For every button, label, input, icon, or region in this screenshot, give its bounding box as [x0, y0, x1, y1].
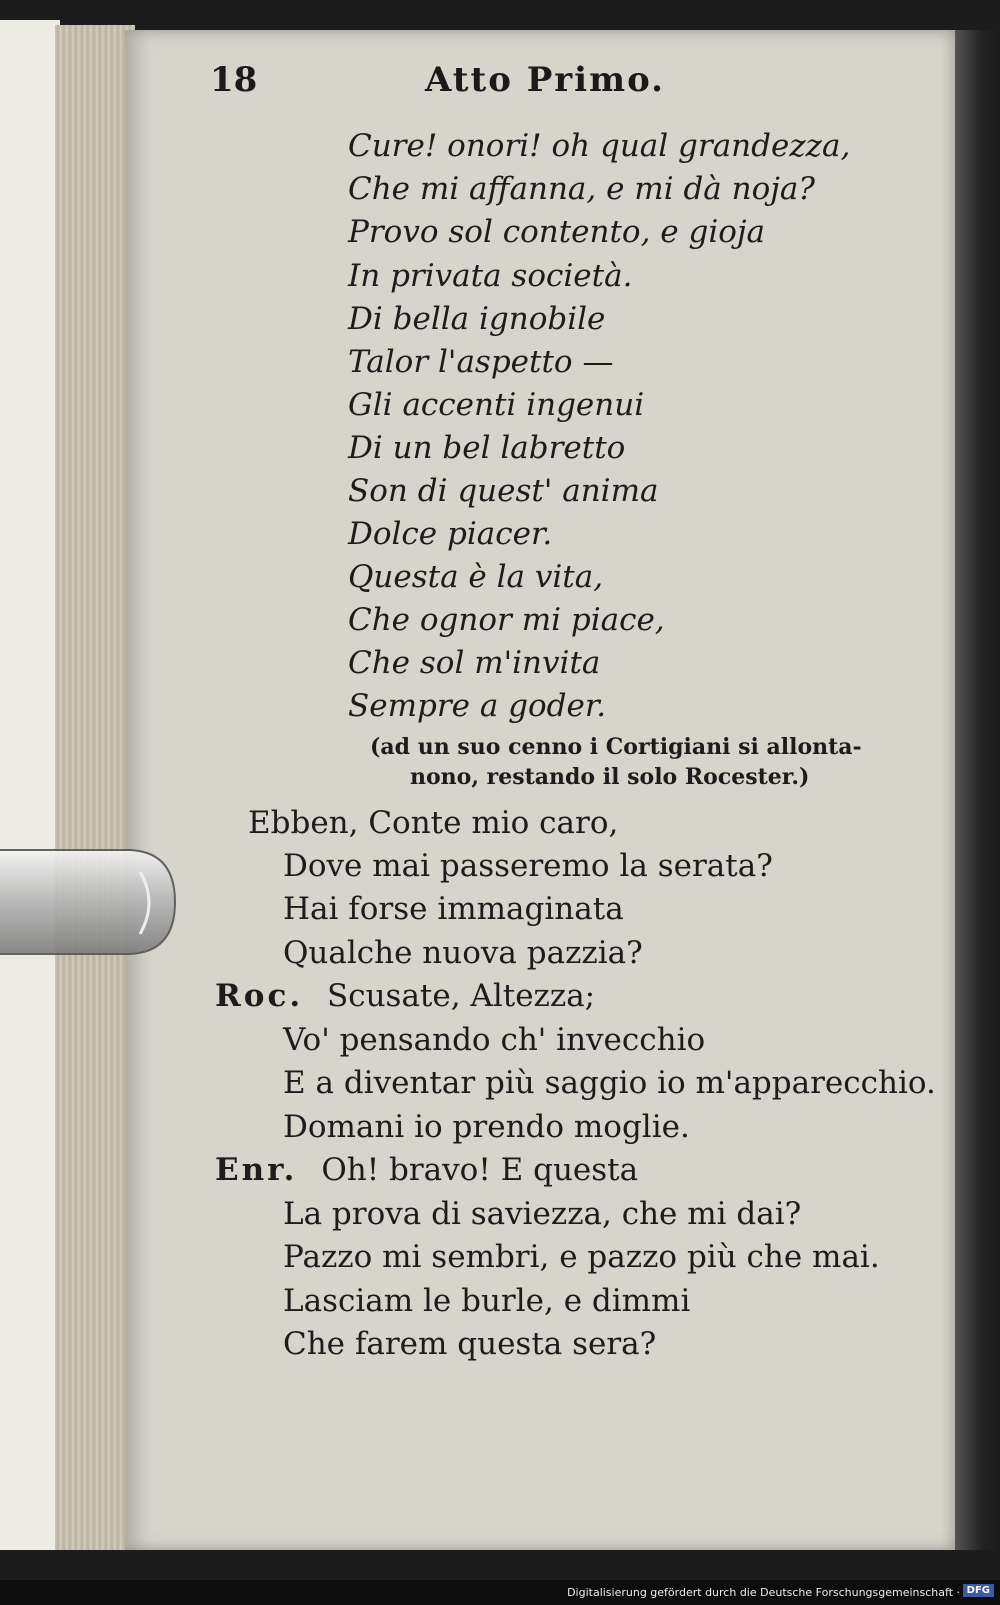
dialogue-line: Vo' pensando ch' invecchio: [283, 1022, 706, 1058]
dialogue-line: Che farem questa sera?: [283, 1326, 657, 1362]
stage-direction-line: (ad un suo cenno i Cortigiani si allonta-: [370, 734, 862, 760]
verse-line: Provo sol contento, e gioja: [348, 214, 766, 250]
verse-line: Questa è la vita,: [348, 559, 604, 595]
book-fore-edge: [0, 20, 60, 1550]
dialogue-line: Domani io prendo moglie.: [283, 1109, 690, 1145]
dialogue-line: Oh! bravo! E questa: [321, 1152, 639, 1188]
dialogue-line: Ebben, Conte mio caro,: [248, 805, 619, 841]
page-header: [210, 60, 910, 110]
verse-line: Gli accenti ingenui: [348, 387, 645, 423]
dialogue-line: Hai forse immaginata: [283, 891, 624, 927]
dialogue-line: Scusate, Altezza;: [326, 978, 596, 1014]
dialogue-line: Dove mai passeremo la serata?: [283, 848, 773, 884]
page-stack-edge: [55, 25, 135, 1550]
funding-credit: Digitalisierung gefördert durch die Deutsche Forschungsgemeinschaft ·: [567, 1586, 960, 1599]
verse-line: Che mi affanna, e mi dà noja?: [348, 171, 815, 207]
verse-line: Sempre a goder.: [348, 688, 607, 724]
footer-bar: [0, 1580, 1000, 1605]
binding-shadow: [955, 30, 1000, 1550]
dialogue-line: La prova di saviezza, che mi dai?: [283, 1196, 802, 1232]
verse-line: Cure! onori! oh qual grandezza,: [348, 128, 851, 164]
verse-line: In privata società.: [348, 258, 633, 294]
verse-line: Son di quest' anima: [348, 473, 659, 509]
speech-enr: [215, 1152, 638, 1188]
verse-line: Talor l'aspetto —: [348, 344, 614, 380]
verse-line: Di un bel labretto: [348, 430, 626, 466]
page-number: 18: [210, 60, 258, 100]
speaker-name: Enr.: [215, 1152, 298, 1188]
page-clamp-glass-icon: [0, 842, 180, 962]
verse-line: Che sol m'invita: [348, 645, 601, 681]
dfg-logo: DFG: [963, 1584, 994, 1597]
verse-line: Che ognor mi piace,: [348, 602, 665, 638]
dialogue-line: Qualche nuova pazzia?: [283, 935, 643, 971]
verse-line: Dolce piacer.: [348, 516, 553, 552]
stage-direction-line: nono, restando il solo Rocester.): [410, 764, 810, 790]
dialogue-line: Lasciam le burle, e dimmi: [283, 1283, 691, 1319]
verse-line: Di bella ignobile: [348, 301, 606, 337]
running-head: Atto Primo.: [425, 60, 665, 100]
speaker-name: Roc.: [215, 978, 304, 1014]
speech-roc: [215, 978, 595, 1014]
dialogue-line: E a diventar più saggio io m'apparecchio.: [283, 1065, 936, 1101]
stage-direction: [370, 732, 915, 792]
dialogue-line: Pazzo mi sembri, e pazzo più che mai.: [283, 1239, 880, 1275]
